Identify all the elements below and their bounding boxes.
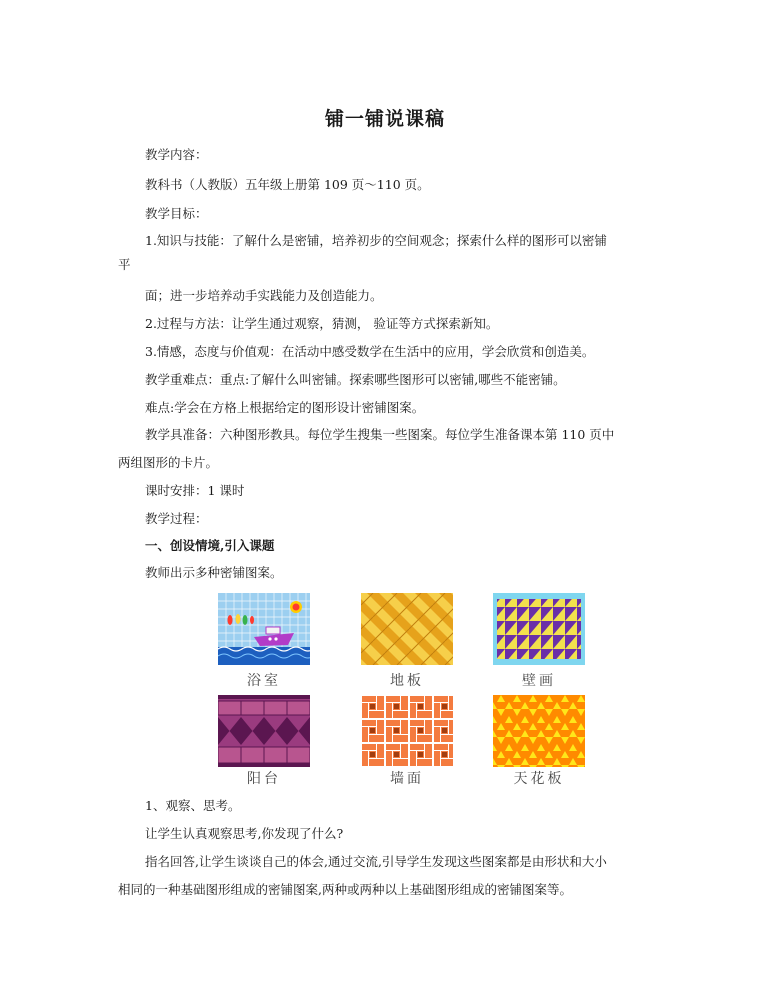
body-line-2: 教科书（人教版）五年级上册第 109 页～110 页。 bbox=[145, 177, 430, 192]
section-heading: 一、创设情境,引入课题 bbox=[145, 538, 275, 553]
caption-ceiling: 天花板 bbox=[513, 771, 565, 787]
body-line-16: 教师出示多种密铺图案。 bbox=[145, 565, 283, 580]
body-line-4: 1.知识与技能：了解什么是密铺，培养初步的空间观念；探索什么样的图形可以密铺 bbox=[145, 233, 607, 248]
body-line-6: 面；进一步培养动手实践能力及创造能力。 bbox=[145, 288, 383, 303]
body-line-after-2: 让学生认真观察思考,你发现了什么? bbox=[145, 826, 344, 841]
body-line-1: 教学内容： bbox=[145, 147, 208, 162]
body-line-12: 两组图形的卡片。 bbox=[118, 455, 219, 470]
body-line-14: 教学过程： bbox=[145, 511, 208, 526]
body-line-10: 难点:学会在方格上根据给定的图形设计密铺图案。 bbox=[145, 400, 425, 415]
body-line-7: 2.过程与方法：让学生通过观察，猜测， 验证等方式探索新知。 bbox=[145, 316, 499, 331]
floor-pattern bbox=[361, 593, 453, 665]
balcony-pattern bbox=[218, 695, 310, 767]
body-line-3: 教学目标： bbox=[145, 206, 208, 221]
body-line-8: 3.情感，态度与价值观：在活动中感受数学在生活中的应用，学会欣赏和创造美。 bbox=[145, 344, 595, 359]
body-line-5: 平 bbox=[118, 257, 131, 272]
body-line-after-1: 1、观察、思考。 bbox=[145, 798, 241, 813]
mural-pattern bbox=[493, 593, 585, 665]
bathroom-pattern bbox=[218, 593, 310, 665]
wall-pattern bbox=[361, 695, 453, 767]
caption-wall: 墙面 bbox=[390, 771, 424, 787]
caption-balcony: 阳台 bbox=[247, 771, 281, 787]
body-line-after-4: 相同的一种基础图形组成的密铺图案,两种或两种以上基础图形组成的密铺图案等。 bbox=[118, 882, 572, 897]
caption-mural: 壁画 bbox=[522, 673, 556, 689]
body-line-11: 教学具准备：六种图形教具。每位学生搜集一些图案。每位学生准备课本第 110 页中 bbox=[145, 427, 615, 442]
body-line-13: 课时安排：1 课时 bbox=[145, 483, 245, 498]
caption-bathroom: 浴室 bbox=[247, 673, 281, 689]
body-line-after-3: 指名回答,让学生谈谈自己的体会,通过交流,引导学生发现这些图案都是由形状和大小 bbox=[145, 854, 607, 869]
body-line-9: 教学重难点：重点:了解什么叫密铺。探索哪些图形可以密铺,哪些不能密铺。 bbox=[145, 372, 566, 387]
ceiling-pattern bbox=[493, 695, 585, 767]
page-title: 铺一铺说课稿 bbox=[324, 108, 445, 130]
caption-floor: 地板 bbox=[390, 673, 424, 689]
